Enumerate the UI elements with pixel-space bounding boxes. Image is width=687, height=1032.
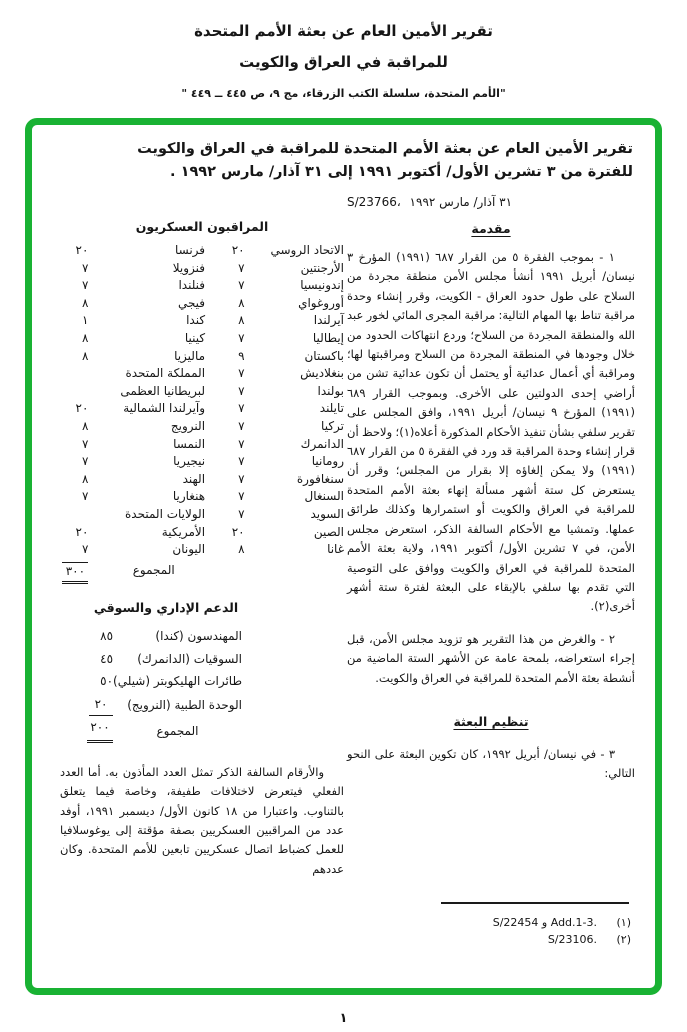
support-value: ٨٥ (100, 629, 114, 644)
observer-country: النمسا (173, 436, 206, 451)
observer-count: ٧ (81, 278, 89, 293)
source-citation: "الأمم المتحدة، سلسلة الكتب الزرقاء، مج ٩، ص ٤٤٥ ــ ٤٤٩ " (181, 87, 506, 100)
report-title-line1: تقرير الأمين العام عن بعثة الأمم المتحدة للمراقبة في العراق والكويت (137, 141, 633, 157)
support-value: ٤٥ (100, 651, 114, 666)
observer-country: وآيرلندا الشمالية (123, 401, 206, 416)
observer-row (60, 260, 344, 278)
observers-table (60, 242, 344, 584)
observer-country: نيجيريا (173, 454, 206, 469)
main-text-column (347, 195, 635, 948)
observer-count: ٨ (81, 330, 89, 345)
observers-total-label: المجموع (132, 562, 175, 577)
footnote-text: S/23106. (547, 933, 597, 946)
footnote-list (347, 914, 635, 948)
footnote (347, 914, 635, 931)
observer-count: ٨ (81, 471, 89, 486)
observer-count (60, 383, 88, 401)
support-heading: الدعم الإداري والسوقي (93, 600, 239, 616)
observer-country: غانا (327, 542, 344, 557)
page-number: ١ (339, 1011, 348, 1026)
footnote-marker: (٢) (616, 933, 631, 946)
organization-paragraph: ٣ - في نيسان/ أبريل ١٩٩٢، كان تكوين البعثة على النحو التالي: (347, 746, 635, 781)
support-row (79, 670, 242, 693)
observer-count: ٧ (238, 489, 245, 504)
report-box (25, 118, 662, 995)
observers-total-value: ٣٠٠ (62, 562, 88, 585)
observer-country: أوروغواي (298, 295, 344, 310)
footnote (347, 931, 635, 948)
observer-count: ٧ (81, 454, 89, 469)
observer-count: ٧ (238, 366, 245, 381)
observer-count: ٢٠ (75, 524, 89, 539)
observer-count: ٨ (81, 418, 89, 433)
observer-country: الهند (182, 471, 206, 486)
observer-country: إندونيسيا (300, 278, 344, 293)
observer-count (60, 506, 88, 524)
footnote-marker: (١) (616, 916, 631, 929)
observer-row (60, 471, 344, 489)
observer-row (60, 365, 344, 383)
support-value: ٥٠ (100, 674, 114, 689)
observer-country: كندا (186, 313, 206, 328)
footnote-text: S/22454 و Add.1-3. (492, 916, 597, 929)
support-row (79, 648, 242, 671)
intro-heading: مقدمة (471, 221, 511, 236)
observer-row (60, 330, 344, 348)
observer-country: الولايات المتحدة (125, 506, 206, 521)
doc-symbol: S/23766، (347, 195, 401, 209)
observer-count: ٧ (81, 489, 89, 504)
support-table (79, 625, 242, 743)
observer-count: ٧ (81, 542, 89, 557)
observer-count: ٢٠ (231, 524, 245, 539)
observer-count: ٧ (238, 436, 245, 451)
observer-country: بنغلاديش (300, 366, 344, 381)
observer-country: الأمريكية (161, 524, 206, 539)
support-table-body (79, 625, 242, 716)
observers-total-row (60, 559, 344, 585)
support-label: المهندسون (كندا) (155, 629, 242, 644)
footnote-divider (441, 902, 629, 904)
support-total-value: ٢٠٠ (87, 716, 113, 743)
observer-country: لبريطانيا العظمى (120, 383, 206, 398)
observer-row (60, 400, 344, 418)
observer-count: ٧ (238, 278, 245, 293)
observer-country: آيرلندا (313, 313, 344, 328)
observer-row (60, 383, 344, 401)
observer-row (60, 242, 344, 260)
organization-heading: تنظيم البعثة (453, 713, 529, 729)
observer-country: بولندا (317, 383, 344, 398)
support-label: السوقيات (الدانمرك) (137, 651, 242, 666)
observer-count: ٧ (81, 436, 89, 451)
observer-count: ٧ (238, 454, 245, 469)
observer-country: المملكة المتحدة (125, 366, 206, 381)
support-total-label: المجموع (156, 724, 199, 739)
observer-count: ٨ (81, 348, 89, 363)
observer-country: كينيا (184, 330, 206, 345)
observer-count: ٩ (238, 348, 245, 363)
observer-count: ٧ (238, 330, 245, 345)
observer-row (60, 348, 344, 366)
intro-paragraph-2: ٢ - والغرض من هذا التقرير هو تزويد مجلس الأمن، قبل إجراء استعراضه، بلمحة عامة عن الأشهر الستة الماضية من أنشطة بعثة الأمم المتحدة للمراقبة في العراق والكويت. (347, 631, 635, 685)
observer-count: ٨ (81, 295, 89, 310)
observer-row (60, 418, 344, 436)
observer-row (60, 312, 344, 330)
support-row (79, 693, 242, 717)
observer-row (60, 277, 344, 295)
observer-count: ٨ (238, 295, 245, 310)
support-row (79, 625, 242, 648)
observer-country: فيجي (177, 295, 206, 310)
observer-country: سنغافورة (296, 471, 344, 486)
observer-country: هنغاريا (172, 489, 206, 504)
observers-table-body (60, 242, 344, 559)
observer-country: رومانيا (311, 454, 344, 469)
observer-count: ٧ (238, 506, 245, 521)
observer-row (60, 488, 344, 506)
observers-heading: المراقبون العسكريون (135, 219, 269, 234)
observer-row (60, 524, 344, 542)
authorized-numbers-paragraph: والأرقام السالفة الذكر تمثل العدد المأذون به. أما العدد الفعلي فيتعرض لاختلافات طفيفة، وخاصة فيما يتعلق بالتناوب. واعتبارا من ١٨ كانون الأول/ ديسمبر ١٩٩١، أوفد عدد من المراقبين العسكريين بصفة مؤقتة إلى يوغوسلافيا للعمل كضباط اتصال عسكريين تابعين للأمم المتحدة. وكان عددهم (60, 764, 344, 876)
observer-country: فرنسا (174, 243, 206, 257)
observer-row (60, 436, 344, 454)
support-label: الوحدة الطبية (النرويج) (127, 697, 242, 712)
observer-count: ٨ (238, 542, 245, 557)
observer-country: فنلندا (178, 278, 206, 293)
observer-country: ماليزيا (174, 348, 206, 363)
intro-paragraph-1: ١ - بموجب الفقرة ٥ من القرار ٦٨٧ (١٩٩١) المؤرخ ٣ نيسان/ أبريل ١٩٩١ أنشأ مجلس الأمن منطقة مجردة من السلاح على طول حدود العراق - الكويت، وقرر إنشاء وحدة مراقبة تناط بها المهام التالية: مراقبة المجرى المائي لخور عبد الله والمنطقة المجردة من السلاح؛ وردع انتهاكات الحدود من خلال وجودها في المنطقة المجردة من السلاح ومراقبتها لها؛ ومراقبة أي أعمال عدائية أو يحتمل أن تكون عدائية تشن من أراضي إحدى الدولتين على الأخرى. وبموجب القرار ٦٨٩ (١٩٩١) المؤرخ ٩ نيسان/ أبريل ١٩٩١، وافق المجلس على تقرير سلفي بشأن تنفيذ الأحكام المذكورة أعلاه(١)؛ ولاحظ أن قرار إنشاء وحدة المراقبة قد ورد في الفقرة ٥ من القرار ٦٨٧ (١٩٩١) ولا يمكن إلغاؤه إلا بقرار من المجلس؛ وقرر أن يستعرض كل ستة أشهر مسألة إنهاء بعثة الأمم المتحدة للمراقبة في العراق والكويت أو استمرارها وكذلك طرائق عملها. وتمشيا مع الأحكام السالفة الذكر، استعرض مجلس الأمن، في ٧ تشرين الأول/ أكتوبر ١٩٩١، ولاية بعثة الأمم المتحدة للمراقبة في العراق والكويت ووافق على التوصية التي تقدم بها سلفي بالإبقاء على البعثة لفترة ستة أشهر أخرى(٢). (347, 250, 636, 614)
observer-count: ٧ (81, 260, 89, 275)
header-title-line2: للمراقبة في العراق والكويت (239, 53, 448, 71)
observer-country: تركيا (321, 418, 344, 433)
support-section (90, 600, 242, 743)
doc-date: ٣١ آذار/ مارس ١٩٩٢ (409, 195, 513, 209)
document-header (0, 16, 687, 100)
observer-count: ٢٠ (75, 401, 89, 416)
observer-count: ٧ (238, 471, 245, 486)
observer-row (60, 295, 344, 313)
observer-country: فنزويلا (172, 260, 206, 275)
observer-country: إيطاليا (312, 330, 344, 345)
observer-country: الاتحاد الروسي (270, 243, 344, 257)
doc-reference (347, 195, 635, 209)
observer-country: باكستان (304, 348, 344, 363)
observer-country: النرويج (170, 418, 206, 433)
observer-country: الدانمرك (300, 436, 344, 451)
observer-count (60, 365, 88, 383)
footnotes-section (347, 902, 635, 948)
observer-country: الأرجنتين (300, 260, 344, 275)
observer-country: السويد (310, 506, 344, 521)
observer-count: ١ (81, 313, 89, 328)
observer-row (60, 453, 344, 471)
observer-count: ٢٠ (75, 243, 89, 257)
observer-count: ٧ (238, 418, 245, 433)
header-title-line1: تقرير الأمين العام عن بعثة الأمم المتحدة (194, 22, 493, 40)
observer-count: ٨ (238, 313, 245, 328)
observer-row (60, 506, 344, 524)
report-title (32, 125, 655, 184)
observer-count: ٧ (238, 260, 245, 275)
observer-country: اليونان (172, 542, 206, 557)
observer-country: الصين (313, 524, 344, 539)
observer-count: ٧ (238, 383, 245, 398)
report-title-line2: للفترة من ٣ تشرين الأول/ أكتوبر ١٩٩١ إلى ٣١ آذار/ مارس ١٩٩٢ . (170, 164, 633, 180)
observer-country: تايلند (319, 401, 344, 416)
observer-country: السنغال (304, 489, 344, 504)
observer-count: ٢٠ (231, 243, 245, 257)
support-value: ٢٠ (89, 693, 113, 717)
composition-column (60, 219, 344, 968)
observer-row (60, 541, 344, 559)
support-total-row (79, 716, 242, 743)
observer-count: ٧ (238, 401, 245, 416)
support-label: طائرات الهليكوبتر (شيلي) (113, 674, 242, 689)
